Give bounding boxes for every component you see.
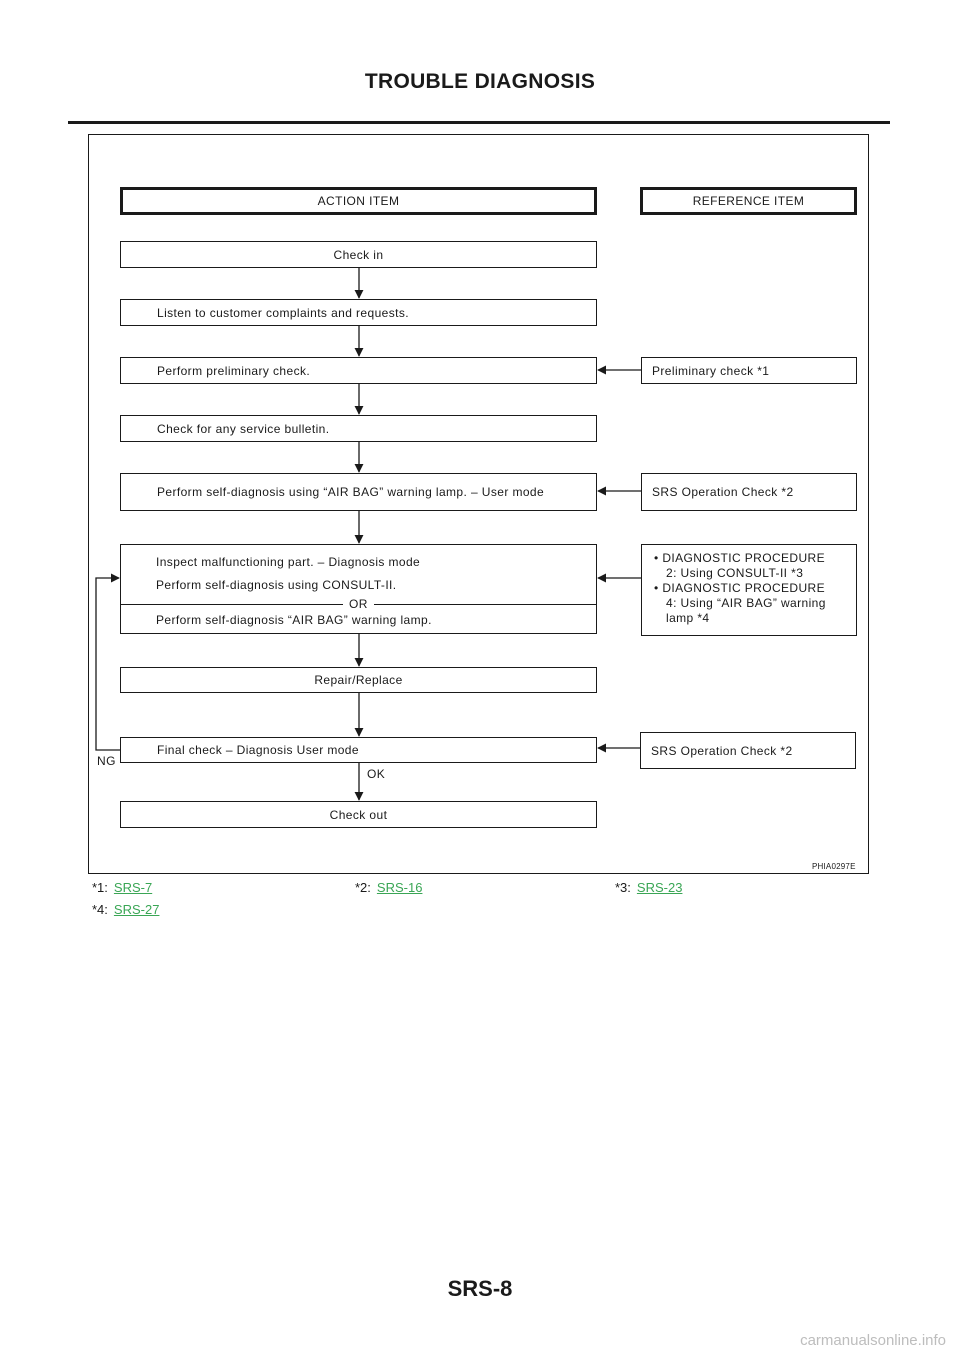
ok-label: OK: [367, 767, 386, 781]
figure-id: PHIA0297E: [812, 862, 856, 871]
footnote-1: [92, 880, 152, 895]
step-listen: Listen to customer complaints and requests.: [120, 299, 597, 326]
ref-diagnostic-procedure: [641, 544, 857, 636]
ng-label: NG: [97, 754, 116, 768]
page-title: TROUBLE DIAGNOSIS: [364, 70, 596, 93]
footnote-3: [615, 880, 682, 895]
step-bulletin: Check for any service bulletin.: [120, 415, 597, 442]
footnote-1-link[interactable]: SRS-7: [113, 880, 153, 895]
footnote-3-link[interactable]: SRS-23: [636, 880, 683, 895]
inspect-or-label: OR: [343, 597, 374, 611]
footnote-2-mark: *2:: [355, 880, 371, 895]
ref-diag-item-4: 4: Using “AIR BAG” warning: [666, 596, 826, 610]
ref-diag-list: [642, 551, 826, 626]
step-inspect: [120, 544, 597, 634]
watermark: carmanualsonline.info: [800, 1332, 946, 1349]
footnote-4: [92, 902, 159, 917]
step-check-out: Check out: [120, 801, 597, 828]
inspect-line-diagnosis-mode: Inspect malfunctioning part. – Diagnosis mode: [156, 555, 421, 569]
step-check-in: Check in: [120, 241, 597, 268]
step-repair: Repair/Replace: [120, 667, 597, 693]
step-preliminary: Perform preliminary check.: [120, 357, 597, 384]
ng-loop-connector: [96, 578, 120, 750]
reference-item-header: REFERENCE ITEM: [640, 187, 857, 215]
footnote-4-mark: *4:: [92, 902, 108, 917]
ref-preliminary: Preliminary check *1: [641, 357, 857, 384]
step-self-diag-user: Perform self-diagnosis using “AIR BAG” warning lamp. – User mode: [120, 473, 597, 511]
footnote-2: [355, 880, 422, 895]
footnote-3-mark: *3:: [615, 880, 631, 895]
action-item-header: ACTION ITEM: [120, 187, 597, 215]
step-final-check: Final check – Diagnosis User mode: [120, 737, 597, 763]
ref-diag-item-1: • DIAGNOSTIC PROCEDURE: [654, 551, 826, 565]
footnote-4-link[interactable]: SRS-27: [113, 902, 160, 917]
inspect-line-consult: Perform self-diagnosis using CONSULT-II.: [156, 578, 397, 592]
inspect-line-lamp: Perform self-diagnosis “AIR BAG” warning lamp.: [156, 613, 432, 627]
footnote-2-link[interactable]: SRS-16: [376, 880, 423, 895]
ref-diag-item-3: • DIAGNOSTIC PROCEDURE: [654, 581, 826, 595]
page-number: SRS-8: [447, 1276, 513, 1301]
ref-diag-item-5: lamp *4: [666, 611, 710, 625]
ref-srs-operation-1: SRS Operation Check *2: [641, 473, 857, 511]
ref-diag-item-2: 2: Using CONSULT-II *3: [666, 566, 804, 580]
ref-srs-operation-2: SRS Operation Check *2: [640, 732, 856, 769]
footnote-1-mark: *1:: [92, 880, 108, 895]
